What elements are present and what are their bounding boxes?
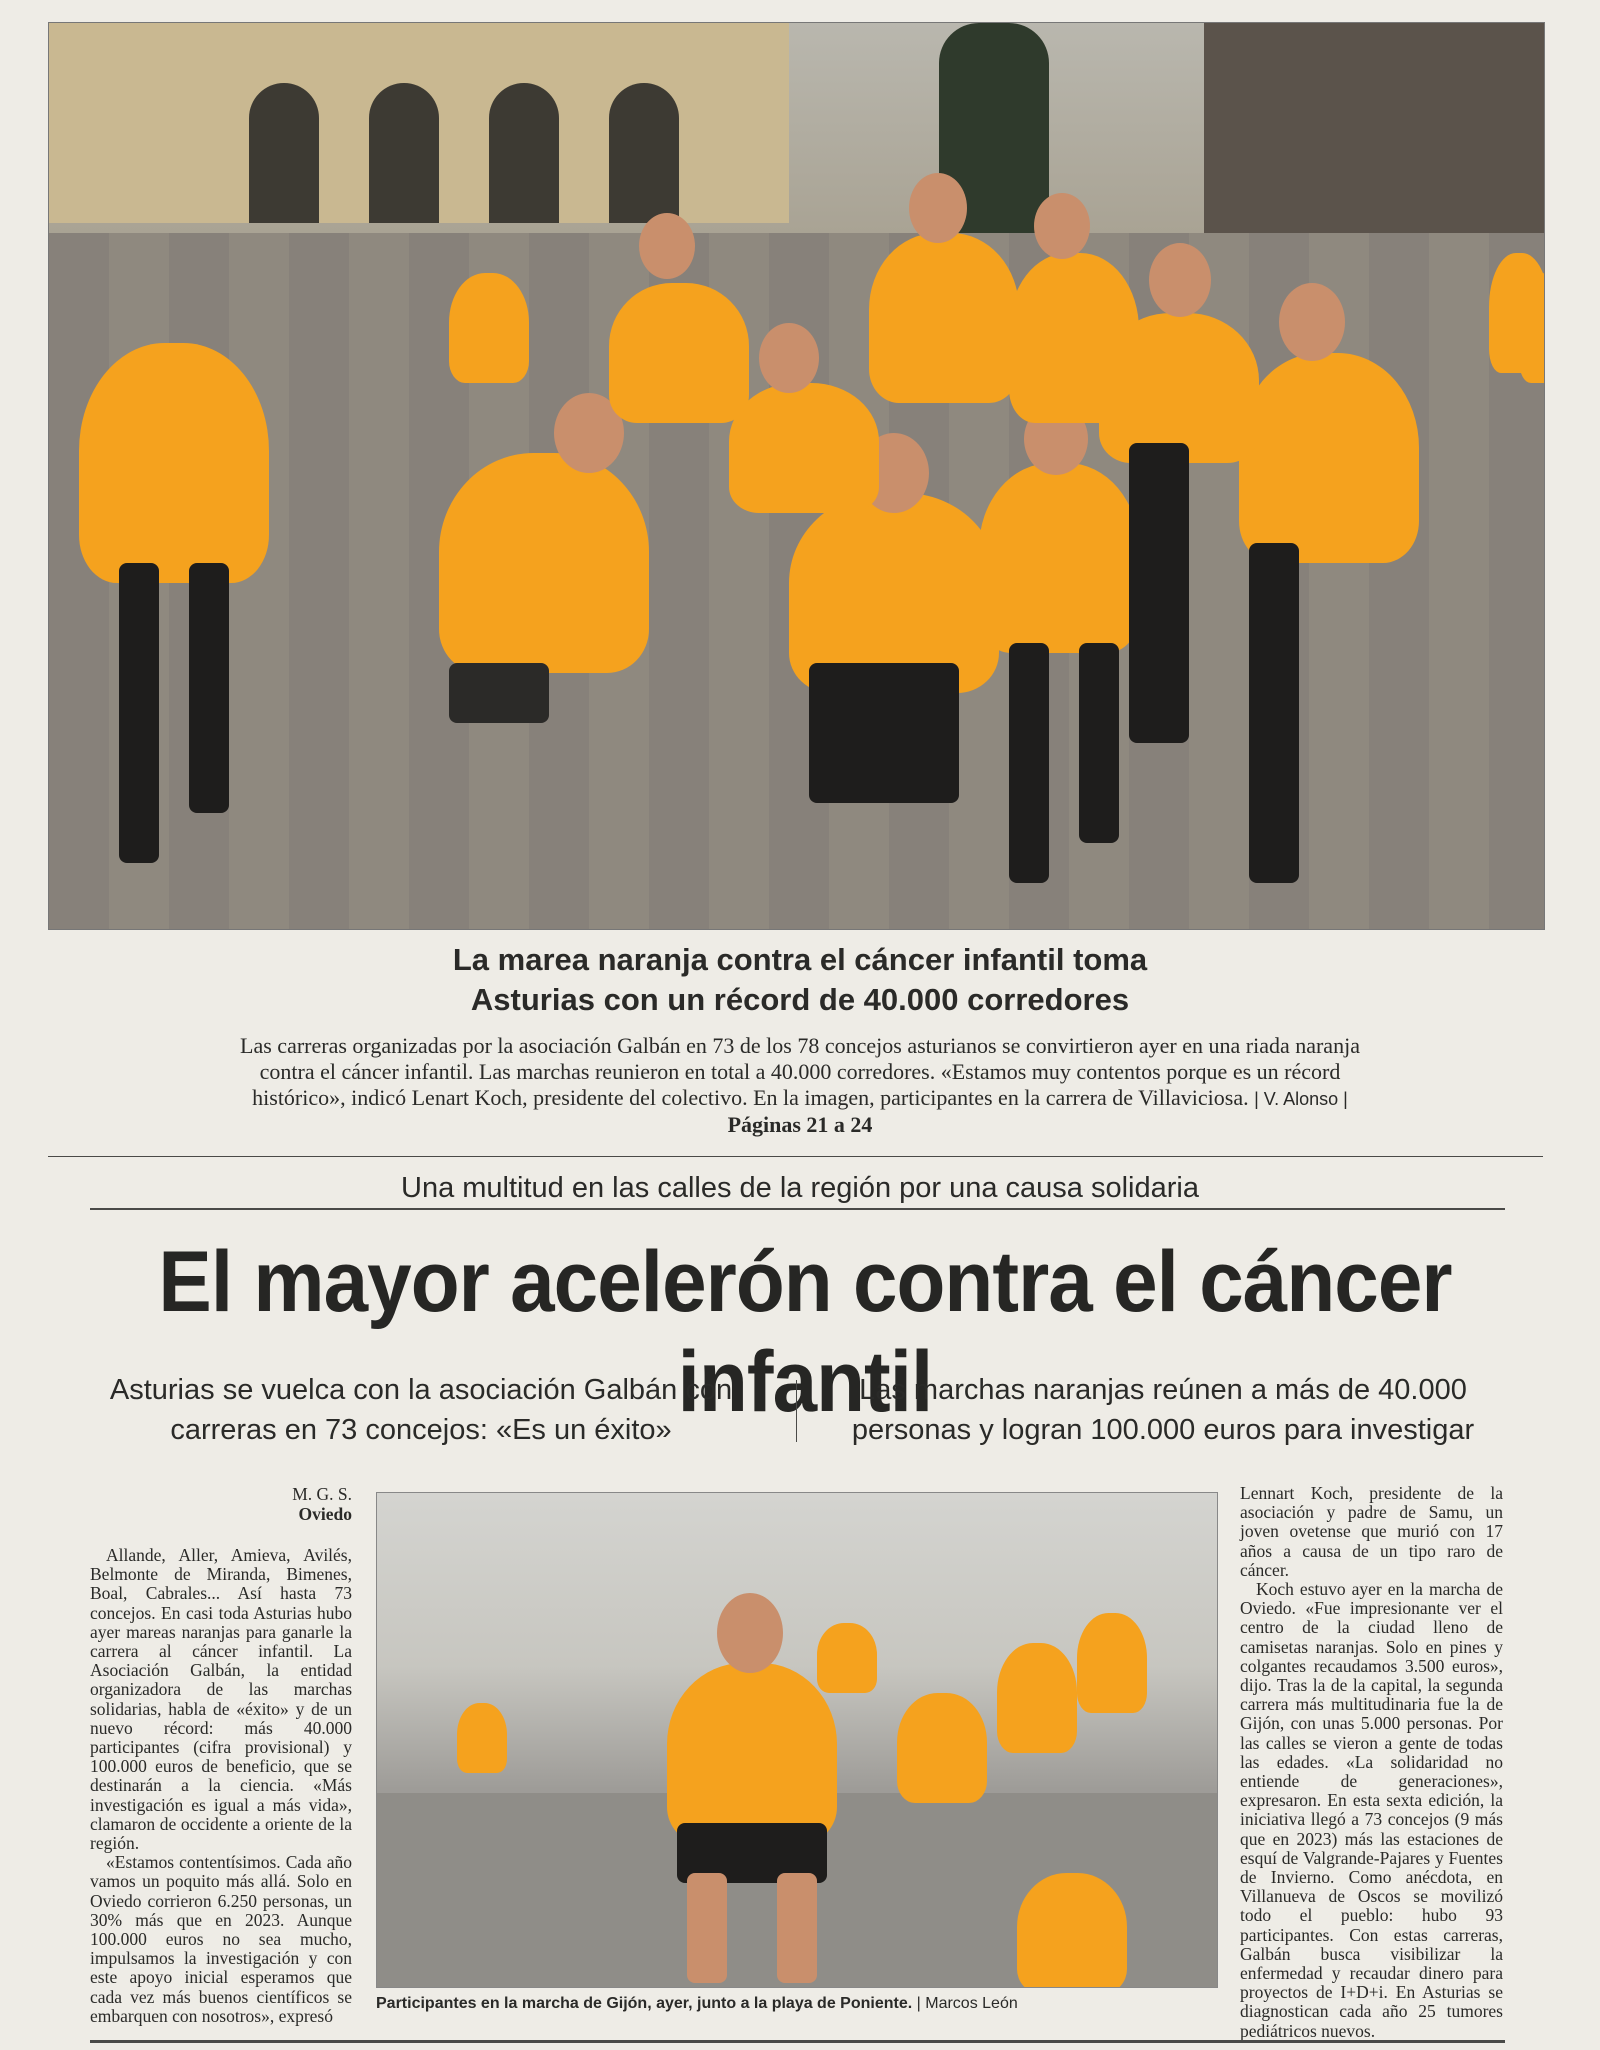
- article-column-right: [1240, 1484, 1503, 2041]
- photo-arch: [249, 83, 319, 223]
- top-caption-text: Las carreras organizadas por la asociación Galbán en 73 de los 78 concejos asturianos se convirtieron ayer en una riada naranja contra el cáncer infantil. Las marchas reunieron en total a 40.000 corredores. «Estamos muy contentos porque es un récord histórico», indicó Lenart Koch, presidente del colectivo. En la imagen, participantes en la carrera de Villaviciosa.: [240, 1033, 1360, 1110]
- divider-rule: [48, 1156, 1543, 1157]
- photo-runner-head: [759, 323, 819, 393]
- deck-divider: [796, 1380, 797, 1442]
- article-paragraph: Lennart Koch, presidente de la asociación y padre de Samu, un joven ovetense que murió con 17 años a causa de un tipo raro de cáncer.: [1240, 1483, 1503, 1580]
- photo-arch: [609, 83, 679, 223]
- photo-runner: [609, 283, 749, 423]
- photo-runner: [1239, 353, 1419, 563]
- photo-runner: [997, 1643, 1077, 1753]
- article-paragraph: Koch estuvo ayer en la marcha de Oviedo. «Fue impresionante ver el centro de la ciudad lleno de camisetas naranjas. Solo en pines y colgantes recaudamos 3.500 euros», dijo. Tras la de la capital, la segunda carrera más multitudinaria fue la de Gijón, con unas 5.000 personas. Por las calles se vieron a gente de todas las edades. «La solidaridad no entiende de generaciones», expresaron. En esta sexta edición, la iniciativa llegó a 73 concejos (9 más que en 2023) más las estaciones de esquí de Valgrande-Pajares y Fuentes de Invierno. Como anécdota, en Villanueva de Oscos se movilizó todo el pueblo: hubo 93 participantes. Con estas carreras, Galbán busca visibilizar la enfermedad y recaudar dinero para proyectos de I+D+i. En Asturias se diagnostican cada año 25 tumores pediátricos nuevos.: [1240, 1579, 1503, 2041]
- photo-runner: [817, 1623, 877, 1693]
- top-photo: [48, 22, 1545, 930]
- photo-runner-leg: [119, 563, 159, 863]
- byline: [90, 1484, 352, 1524]
- photo-runner: [667, 1663, 837, 1843]
- bottom-photo: [376, 1492, 1218, 1988]
- main-headline: El mayor acelerón contra el cáncer infantil: [158, 1234, 1452, 1430]
- photo-runner: [1017, 1873, 1127, 1988]
- photo-runner: [729, 383, 879, 513]
- photo-runner-head: [1149, 243, 1211, 317]
- photo-runner: [79, 343, 269, 583]
- top-caption-pages: Páginas 21 a 24: [727, 1112, 873, 1137]
- top-headline-line1: La marea naranja contra el cáncer infantil toma: [452, 942, 1148, 977]
- photo-runner-leg: [1079, 643, 1119, 843]
- article-paragraph: «Estamos contentísimos. Cada año vamos un poquito más allá. Solo en Oviedo corrieron 6.250 personas, un 30% más que en 2023. Aunque 100.000 euros no sea mucho, impulsamos la investigación y con este apoyo inicial esperamos que cada vez más buenos científicos se embarquen con nosotros», expresó: [90, 1852, 352, 2026]
- photo-runner-leg: [687, 1873, 727, 1983]
- bottom-caption-credit: | Marcos León: [916, 1995, 1018, 2012]
- photo-arch: [369, 83, 439, 223]
- photo-runner-leg: [189, 563, 229, 813]
- article-column-left: [90, 1484, 352, 2026]
- photo-runner-head: [1034, 193, 1090, 259]
- kicker: Una multitud en las calles de la región por una causa solidaria: [401, 1172, 1199, 1204]
- top-caption-credit: | V. Alonso |: [1254, 1089, 1348, 1109]
- photo-runner-leg: [1009, 643, 1049, 883]
- top-caption-body: [220, 1033, 1380, 1138]
- photo-runner-leg: [449, 663, 549, 723]
- photo-runner: [897, 1693, 987, 1803]
- bottom-photo-caption: [376, 1995, 1216, 2013]
- top-headline: [100, 940, 1500, 1020]
- photo-runner-leg: [809, 663, 959, 803]
- photo-runner: [1009, 253, 1139, 423]
- photo-runner-head: [639, 213, 695, 279]
- top-headline-line2: Asturias con un récord de 40.000 corredores: [470, 982, 1130, 1017]
- photo-runner: [457, 1703, 507, 1773]
- photo-runner-head: [909, 173, 967, 243]
- photo-runner: [439, 453, 649, 673]
- photo-runner: [449, 273, 529, 383]
- deck-left: Asturias se vuelca con la asociación Galbán con carreras en 73 concejos: «Es un éxito»: [109, 1374, 733, 1446]
- byline-author: M. G. S.: [292, 1484, 352, 1504]
- photo-runner-head: [717, 1593, 783, 1673]
- photo-runner-leg: [1129, 443, 1189, 743]
- photo-runner: [1489, 253, 1545, 373]
- byline-city: Oviedo: [298, 1504, 352, 1524]
- photo-runner-leg: [777, 1873, 817, 1983]
- article-paragraph: Allande, Aller, Amieva, Avilés, Belmonte de Miranda, Bimenes, Boal, Cabrales... Así hasta 73 concejos. En casi toda Asturias hubo ayer mareas naranjas para ganarle la carrera al cáncer infantil. La Asociación Galbán, la entidad organizadora de las marchas solidarias, habla de «éxito» y de un nuevo récord: más 40.000 participantes (cifra provisional) y 100.000 euros de beneficio, que se destinarán a la ciencia. «Más investigación es igual a más vida», clamaron de occidente a oriente de la región.: [90, 1545, 352, 1854]
- divider-rule: [90, 1208, 1505, 1210]
- photo-buildings-right: [1204, 23, 1544, 253]
- photo-runner-leg: [1249, 543, 1299, 883]
- deck-right: Las marchas naranjas reúnen a más de 40.000 personas y logran 100.000 euros para investigar: [851, 1374, 1475, 1446]
- photo-runner: [869, 233, 1019, 403]
- photo-runner: [1077, 1613, 1147, 1713]
- photo-runner-head: [1279, 283, 1345, 361]
- divider-rule: [90, 2040, 1505, 2043]
- photo-runner: [979, 463, 1139, 653]
- photo-arch: [489, 83, 559, 223]
- bottom-caption-text: Participantes en la marcha de Gijón, ayer, junto a la playa de Poniente.: [376, 1995, 913, 2012]
